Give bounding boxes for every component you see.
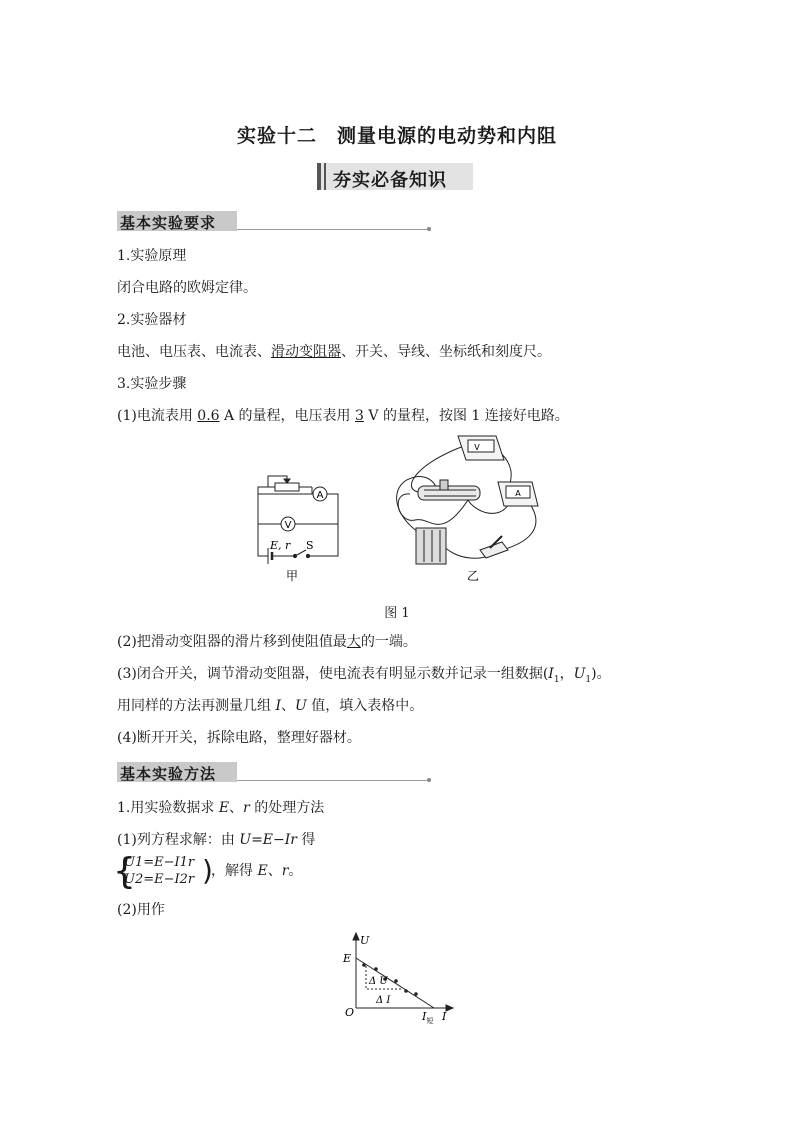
rheostat-device: [418, 486, 480, 500]
circuit-wire: [258, 494, 268, 556]
circuit-wire: [258, 487, 275, 494]
subscript: 1: [553, 674, 560, 685]
right-paren: ): [202, 854, 213, 887]
underlined-answer: 大: [346, 634, 361, 650]
i-axis-label: I: [442, 1010, 447, 1023]
heading-dot: [427, 778, 431, 782]
equipment-text: [117, 342, 551, 362]
text-run: (1)列方程求解：由: [117, 832, 240, 848]
subheading-equipment: 2.实验器材: [117, 312, 187, 328]
figure-label-jia: 甲: [285, 569, 299, 583]
subheading-steps: 3.实验步骤: [117, 376, 187, 392]
ammeter-device-label: A: [515, 489, 521, 498]
underlined-answer: 3: [355, 408, 364, 424]
data-point: [414, 992, 418, 996]
var-r: r: [281, 863, 289, 879]
text-run: 。: [288, 863, 303, 879]
heading-label: 基本实验要求: [120, 214, 217, 232]
var-u: U: [294, 698, 307, 714]
i-short-var: I: [422, 1010, 427, 1023]
equation-inline: U=E−Ir: [239, 832, 297, 848]
meter-dial: [468, 440, 494, 452]
fit-line: [356, 958, 434, 1008]
text-run: V 的量程，按图 1 连接好电路。: [363, 408, 569, 424]
e-label: E: [343, 952, 352, 965]
left-brace: {: [113, 851, 136, 892]
equation-line-2: U2=E−I2r: [124, 872, 195, 887]
text-run: 、: [229, 800, 244, 816]
heading-label: 基本实验方法: [120, 765, 217, 783]
text-run: 的处理方法: [249, 800, 325, 816]
battery-pack: [416, 528, 446, 564]
text-run: A 的量程，电压表用: [219, 408, 356, 424]
i-short-sub: 短: [426, 1017, 434, 1025]
rheostat-symbol: [275, 483, 299, 491]
heading-dot: [427, 227, 431, 231]
text-run: 1.用实验数据求: [117, 800, 219, 816]
text-run: 、: [280, 698, 295, 714]
step-4: (4)断开开关，拆除电路，整理好器材。: [117, 730, 361, 746]
var-r: r: [243, 800, 250, 816]
underlined-answer: 0.6: [197, 408, 220, 424]
text-run: 得: [296, 832, 316, 848]
method-heading: [117, 798, 324, 818]
u-axis-arrow: [353, 933, 359, 940]
voltmeter-device-label: V: [474, 443, 480, 452]
var-i: I: [275, 698, 281, 714]
var-u: U: [573, 666, 586, 682]
equation-line-1: U1=E−I1r: [124, 855, 195, 870]
principle-text: 闭合电路的欧姆定律。: [117, 280, 257, 296]
text-run: (3)闭合开关，调节滑动变阻器，使电流表有明显示数并记录一组数据(: [117, 666, 549, 682]
connecting-wire: [502, 504, 536, 550]
figure-1: [240, 432, 580, 590]
text-run: 的一端。: [360, 634, 417, 650]
data-point: [394, 979, 398, 983]
text-run: 电池、电压表、电流表、: [117, 344, 271, 360]
subheading-principle: 1.实验原理: [117, 248, 187, 264]
switch-label: S: [306, 539, 314, 552]
origin-label: O: [345, 1006, 355, 1019]
text-run: ，解得: [211, 863, 258, 879]
emf-label: E, r: [270, 539, 291, 552]
rheostat-slider: [440, 480, 448, 490]
section-banner: [317, 163, 473, 190]
text-run: 用同样的方法再测量几组: [117, 698, 276, 714]
var-i: I: [548, 666, 554, 682]
var-e: E: [218, 800, 230, 816]
rheostat-slider: [268, 476, 287, 487]
data-point: [374, 967, 378, 971]
i-axis-arrow: [446, 1005, 453, 1011]
banner-label: 夯实必备知识: [333, 170, 447, 191]
text-run: 、: [267, 863, 282, 879]
text-run: (2)把滑动变阻器的滑片移到使阻值最: [117, 634, 347, 650]
heading-rule: [237, 229, 429, 230]
data-point: [362, 963, 366, 967]
text-run: ，: [559, 666, 574, 682]
text-run: 值，填入表格中。: [306, 698, 424, 714]
delta-i-label: Δ I: [376, 995, 391, 1006]
step-3: [117, 664, 611, 690]
apparatus-sketch-yi: [397, 436, 538, 564]
text-run: )。: [591, 666, 611, 682]
figure-caption: 图 1: [384, 606, 410, 621]
heading-rule: [237, 780, 429, 781]
step-2: [117, 632, 417, 652]
var-e: E: [257, 863, 268, 879]
switch-blade: [295, 550, 306, 556]
data-point: [404, 989, 408, 993]
slider-arrow: [284, 479, 290, 483]
step-3-continued: [117, 696, 423, 716]
underlined-answer: 滑动变阻器: [271, 344, 341, 360]
u-i-graph: [336, 932, 460, 1026]
method-2: (2)用作: [117, 902, 165, 918]
figure-label-yi: 乙: [466, 569, 480, 583]
banner-bar: [324, 163, 326, 190]
connecting-wire: [411, 446, 464, 492]
voltmeter-label: V: [284, 520, 292, 531]
u-axis-label: U: [360, 934, 370, 947]
step-1: [117, 406, 569, 426]
subscript: 1: [585, 674, 592, 685]
page-title: 实验十二 测量电源的电动势和内阻: [236, 125, 557, 147]
ammeter-label: A: [316, 490, 324, 501]
text-run: (1)电流表用: [117, 408, 198, 424]
section-heading-methods: [117, 762, 437, 782]
method-1: [117, 830, 315, 850]
i-short-label: [421, 1010, 433, 1025]
delta-u-label: Δ U: [369, 976, 388, 987]
connecting-wire: [397, 477, 437, 532]
equation-tail: [211, 863, 302, 880]
text-run: 、开关、导线、坐标纸和刻度尺。: [341, 344, 551, 360]
section-heading-requirements: [117, 211, 437, 231]
banner-bar: [317, 163, 321, 190]
